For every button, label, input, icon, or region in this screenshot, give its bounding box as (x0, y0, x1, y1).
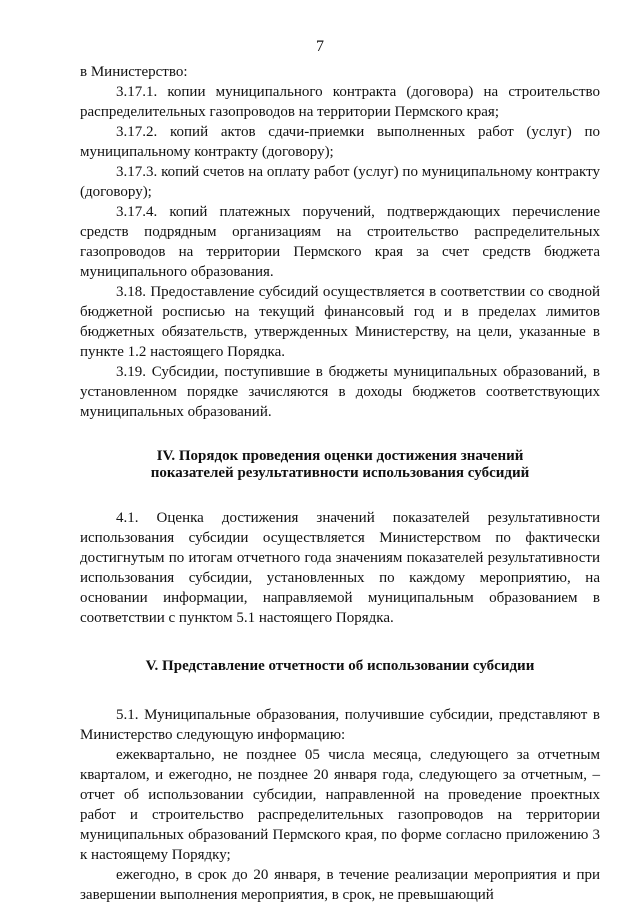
page-number: 7 (316, 38, 324, 55)
paragraph-3-19: 3.19. Субсидии, поступившие в бюджеты муниципальных образований, в установленном порядке зачисляются в доходы бюджетов соответствующих муниципальных образований. (80, 364, 600, 420)
section-iv-heading-line-1: IV. Порядок проведения оценки достижения значений (156, 448, 524, 464)
paragraph-continuation: в Министерство: (80, 64, 188, 80)
paragraph-quarterly-report: ежеквартально, не позднее 05 числа месяца, следующего за отчетным кварталом, и ежегодно, не позднее 20 января года, следующего за отчетным, – отчет об использовании субсидии, направленной на проведение проектных работ и строительство распределительных газопроводов на территории муниципальных образований Пермского края, по форме согласно приложению 3 к настоящему Порядку; (80, 747, 600, 863)
document-body (80, 62, 600, 905)
paragraph-5-1: 5.1. Муниципальные образования, получившие субсидии, представляют в Министерство следующую информацию: (80, 707, 600, 743)
section-v-heading: V. Представление отчетности об использовании субсидии (145, 658, 535, 674)
paragraph-3-18: 3.18. Предоставление субсидий осуществляется в соответствии со сводной бюджетной росписью на текущий финансовый год и в пределах лимитов бюджетных обязательств, утвержденных Министерству, на цели, указанные в пункте 1.2 настоящего Порядка. (80, 284, 600, 360)
paragraph-3-17-1: 3.17.1. копии муниципального контракта (договора) на строительство распределительных газопроводов на территории Пермского края; (80, 84, 600, 120)
paragraph-4-1: 4.1. Оценка достижения значений показателей результативности использования субсидии осуществляется Министерством по фактически достигнутым по итогам отчетного года значениям показателей результативности использования субсидии, установленных по каждому мероприятию, на основании информации, направляемой муниципальным образованием в соответствии с пунктом 5.1 настоящего Порядка. (80, 510, 600, 626)
paragraph-3-17-2: 3.17.2. копий актов сдачи-приемки выполненных работ (услуг) по муниципальному контракту (договору); (80, 124, 600, 160)
section-iv-heading-line-2: показателей результативности использования субсидий (150, 465, 530, 481)
paragraph-3-17-4: 3.17.4. копий платежных поручений, подтверждающих перечисление средств подрядным организациям на строительство распределительных газопроводов на территории Пермского края за счет средств бюджета муниципального образования. (80, 204, 600, 280)
paragraph-annual-report: ежегодно, в срок до 20 января, в течение реализации мероприятия и при завершении выполнения мероприятия, в срок, не превышающий (80, 867, 600, 903)
paragraph-3-17-3: 3.17.3. копий счетов на оплату работ (услуг) по муниципальному контракту (договору); (80, 164, 600, 200)
